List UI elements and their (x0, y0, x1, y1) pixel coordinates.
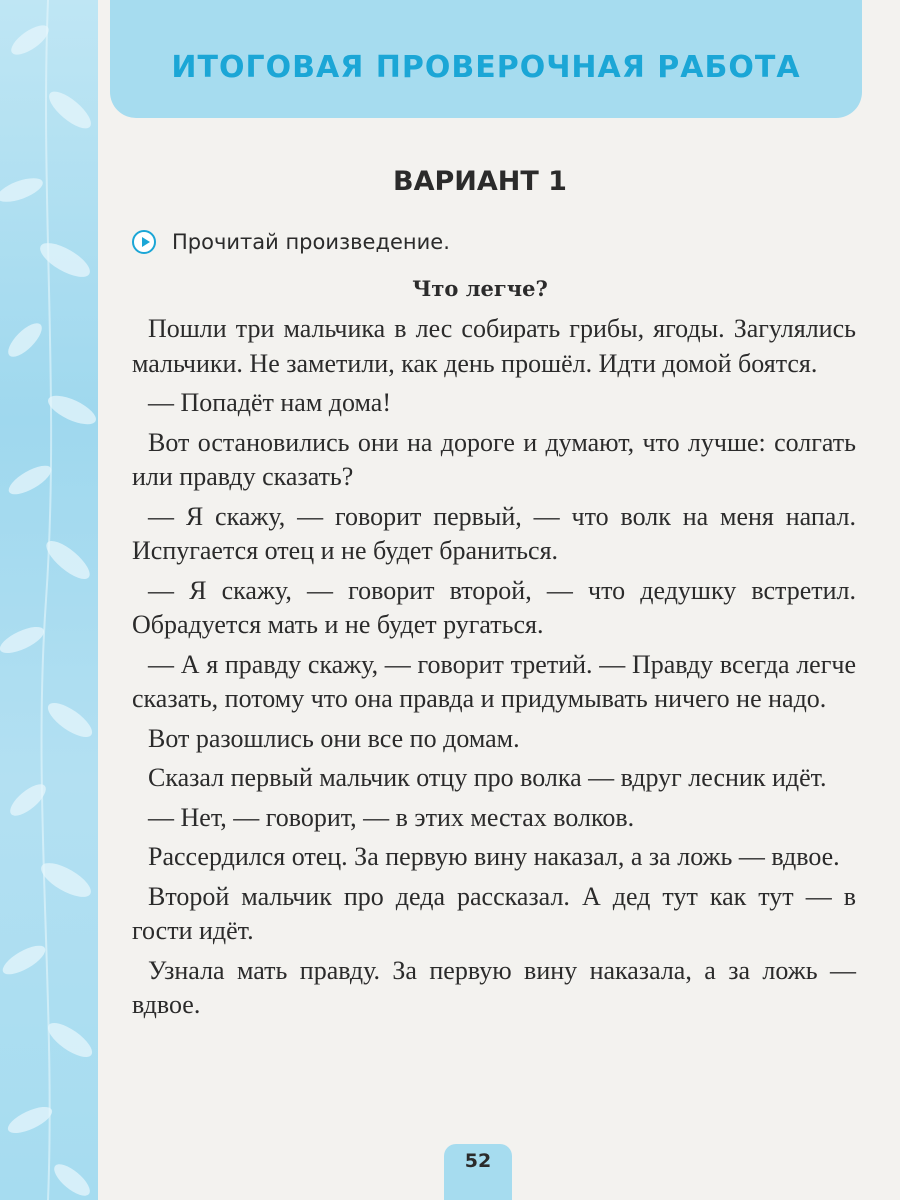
page-number: 52 (444, 1144, 512, 1200)
instruction (132, 230, 450, 254)
instruction-text: Прочитай произведение. (172, 230, 450, 254)
arrow-right-circle-icon (132, 230, 156, 254)
story-paragraph: Пошли три мальчика в лес собирать грибы, ягоды. Загулялись мальчики. Не заметили, как день прошёл. Идти домой боятся. (132, 314, 856, 378)
story-paragraph: Сказал первый мальчик отцу про волка — вдруг лесник идёт. (148, 763, 827, 792)
story-paragraph: Рассердился отец. За первую вину наказал, а за ложь — вдвое. (148, 842, 840, 871)
story-paragraph: — Я скажу, — говорит первый, — что волк на меня напал. Испугается отец и не будет браниться. (132, 501, 856, 565)
story-paragraph: Узнала мать правду. За первую вину наказала, а за ложь — вдвое. (132, 955, 856, 1019)
story-text (132, 312, 856, 1028)
story-paragraph: — Нет, — говорит, — в этих местах волков. (148, 802, 635, 832)
page-title: ИТОГОВАЯ ПРОВЕРОЧНАЯ РАБОТА (171, 50, 801, 85)
story-paragraph: Вот остановились они на дороге и думают, что лучше: солгать или правду сказать? (132, 427, 856, 491)
story-paragraph: Вот разошлись они все по домам. (148, 723, 520, 753)
story-paragraph: — Я скажу, — говорит второй, — что дедушку встретил. Обрадуется мать и не будет ругаться. (132, 575, 856, 639)
variant-heading: ВАРИАНТ 1 (393, 166, 567, 197)
story-paragraph: — Попадёт нам дома! (148, 388, 391, 417)
story-paragraph: Второй мальчик про деда рассказал. А дед тут как тут — в гости идёт. (132, 881, 856, 945)
header-banner (110, 0, 862, 118)
story-paragraph: — А я правду скажу, — говорит третий. — Правду всегда легче сказать, потому что она правда и придумывать ничего не надо. (132, 649, 856, 713)
story-title: Что легче? (412, 276, 548, 301)
